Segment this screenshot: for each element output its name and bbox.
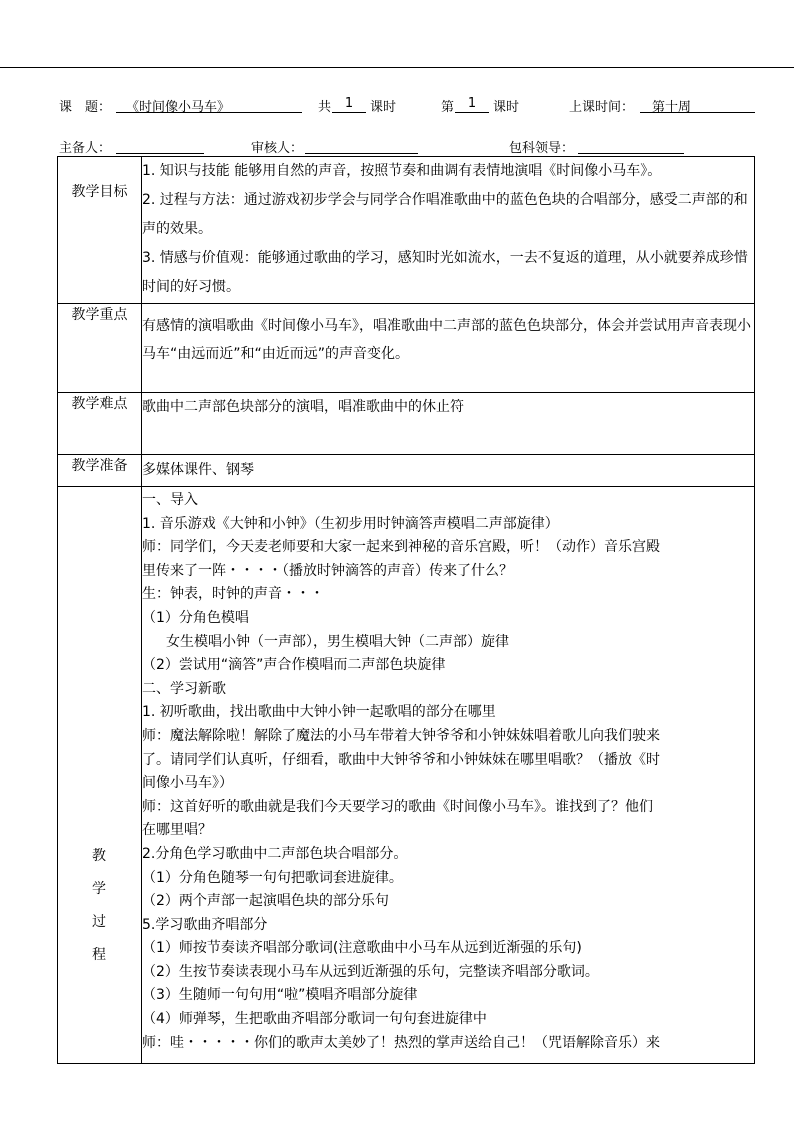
nth-suffix: 课时 (493, 100, 520, 115)
total-suffix: 课时 (370, 100, 397, 115)
lesson-title: 《时间像小马车》 (126, 100, 231, 115)
process-line: 生：钟表，时钟的声音・・・ (142, 586, 324, 603)
time-field (640, 96, 755, 113)
process-label-char: 程 (92, 947, 106, 963)
nth-count: 1 (455, 96, 489, 113)
process-line: 师：这首好听的歌曲就是我们今天要学习的歌曲《时间像小马车》。谁找到了？他们 (142, 798, 653, 815)
process-line: （4）师弹琴，生把歌曲齐唱部分歌词一句句套进旋律中 (142, 1011, 487, 1028)
lesson-label: 课 题： (59, 100, 112, 115)
process-line: 在哪里唱？ (142, 822, 212, 839)
process-line: （2）生按节奏读表现小马车从远到近渐强的乐句，完整读齐唱部分歌词。 (142, 963, 599, 980)
leader-label: 包科领导： (509, 141, 575, 156)
label-difficulty: 教学难点 (58, 393, 142, 455)
process-label-char: 教 (92, 848, 106, 864)
top-rule (0, 67, 794, 68)
goal-line-3: 3. 情感与价值观：能够通过歌曲的学习，感知时光如流水，一去不复返的道理，从小就要养成珍惜时间的好习惯。 (142, 250, 748, 295)
process-line: （2）尝试用“滴答”声合作模唱而二声部色块旋律 (142, 657, 446, 674)
goal-line-2: 2. 过程与方法：通过游戏初步学会与同学合作唱准歌曲中的蓝色色块的合唱部分，感受二声部的和声的效果。 (142, 192, 748, 237)
row-prep (58, 455, 755, 487)
preparer-label: 主备人： (59, 141, 112, 156)
content-difficulty: 歌曲中二声部色块部分的演唱，唱准歌曲中的休止符 (142, 393, 755, 455)
leader-field (578, 137, 684, 154)
process-line: 2.分角色学习歌曲中二声部色块合唱部分。 (142, 845, 408, 862)
preparer-field (116, 137, 204, 154)
row-goals (58, 157, 755, 304)
row-difficulty (58, 393, 755, 455)
process-line: 师：魔法解除啦！解除了魔法的小马车带着大钟爷爷和小钟妹妹唱着歌儿向我们驶来 (142, 727, 660, 744)
content-goals (142, 157, 755, 304)
process-line: （1）分角色随琴一句句把歌词套进旋律。 (142, 869, 403, 886)
reviewer-field (305, 137, 418, 154)
lesson-plan-table (57, 156, 755, 1064)
process-line: 了。请同学们认真听，仔细看，歌曲中大钟爷爷和小钟妹妹在哪里唱歌？（播放《时 (142, 751, 660, 768)
label-process (58, 487, 142, 1064)
reviewer-label: 审核人： (251, 141, 304, 156)
row-process (58, 487, 755, 1064)
label-prep: 教学准备 (58, 455, 142, 487)
process-line: 5.学习歌曲齐唱部分 (142, 916, 268, 933)
process-line: 里传来了一阵・・・・（播放时钟滴答的声音）传来了什么？ (142, 562, 513, 579)
content-key: 有感情的演唱歌曲《时间像小马车》，唱准歌曲中二声部的蓝色色块部分，体会并尝试用声音表现小马车“由远而近”和“由近而远”的声音变化。 (142, 304, 755, 393)
label-key: 教学重点 (58, 304, 142, 393)
process-line: 女生模唱小钟（一声部），男生模唱大钟（二声部）旋律 (166, 633, 509, 650)
process-label-char: 学 (92, 881, 106, 897)
process-line: 师：哇・・・・・你们的歌声太美妙了！热烈的掌声送给自己！（咒语解除音乐）来 (142, 1034, 660, 1051)
process-line: （3）生随师一句句用“啦”模唱齐唱部分旋律 (142, 987, 418, 1004)
process-line: 1. 音乐游戏《大钟和小钟》（生初步用时钟滴答声模唱二声部旋律） (142, 515, 559, 532)
process-line: （1）分角色模唱 (142, 609, 249, 626)
content-process (142, 487, 755, 1064)
content-prep: 多媒体课件、钢琴 (142, 455, 755, 487)
process-line: 师：同学们，今天麦老师要和大家一起来到神秘的音乐宫殿，听！（动作）音乐宫殿 (142, 539, 660, 556)
nth-prefix: 第 (441, 100, 455, 115)
process-line: 间像小马车》） (142, 775, 233, 792)
process-label-char: 过 (92, 914, 106, 930)
time-value: 第十周 (652, 100, 692, 115)
process-line: 二、学习新歌 (142, 680, 226, 697)
label-goals: 教学目标 (58, 157, 142, 304)
process-line: 一、导入 (142, 492, 198, 508)
process-vertical-label (57, 840, 141, 972)
row-key (58, 304, 755, 393)
time-label: 上课时间： (569, 100, 635, 115)
goal-line-1: 1. 知识与技能 能够用自然的声音，按照节奏和曲调有表情地演唱《时间像小马车》。 (142, 163, 662, 179)
lesson-title-field (116, 96, 302, 113)
process-line: （2）两个声部一起演唱色块的部分乐句 (142, 893, 389, 910)
process-line: （1）师按节奏读齐唱部分歌词(注意歌曲中小马车从远到近渐强的乐句) (142, 940, 582, 957)
process-line: 1. 初听歌曲，找出歌曲中大钟小钟一起歌唱的部分在哪里 (142, 704, 496, 721)
total-count: 1 (332, 96, 366, 113)
total-prefix: 共 (318, 100, 332, 115)
